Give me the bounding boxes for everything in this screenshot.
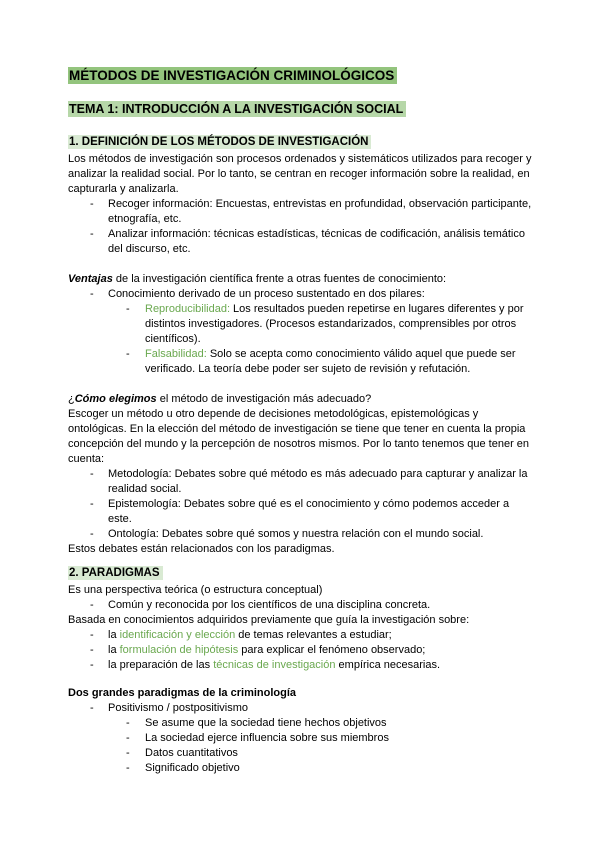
list-item [68,197,534,227]
list-item-text: Común y reconocida por los científicos de una disciplina concreta. [108,599,431,611]
blank-line [68,377,534,392]
list-item [68,731,534,746]
bullet-dash: - [90,644,94,656]
list-item-text: Conocimiento derivado de un proceso sustentado en dos pilares: [108,288,425,300]
section1-intro: Los métodos de investigación son procesos ordenados y sistemáticos utilizados para recoger y analizar la realidad social. Por lo tanto, se centran en recoger información sobre la realidad, en capturarla y analizarla. [68,153,532,195]
bullet-dash: - [126,762,130,774]
term-falsabilidad: Falsabilidad: [145,348,207,360]
bullet-dash: - [90,498,94,510]
tema-heading-line [68,100,534,119]
bullet-dash: - [126,303,130,315]
term-reproducibilidad: Reproducibilidad: [145,303,230,315]
list-item [68,716,534,731]
blank-line [68,673,534,686]
ventajas-lead-line [68,272,534,287]
list-item [68,302,534,347]
bullet-dash: - [126,348,130,360]
list-item-text [108,643,534,658]
section2-line1: Es una perspectiva teórica (o estructura conceptual) [68,584,323,596]
bullet-dash: - [90,702,94,714]
bullet-dash: - [90,288,94,300]
list-item [68,746,534,761]
list-item-text: Positivismo / postpositivismo [108,702,248,714]
list-item [68,347,534,377]
list-item [68,643,534,658]
list-item-text [108,628,534,643]
tema-heading: TEMA 1: INTRODUCCIÓN A LA INVESTIGACIÓN SOCIAL [68,101,406,117]
list-item-text: Epistemología: Debates sobre qué es el conocimiento y cómo podemos acceder a este. [108,498,510,525]
blank-line [68,557,534,565]
term-rest: Solo se acepta como conocimiento válido aquel que puede ser verificado. La teoría debe poder ser sujeto de revisión y refutación. [145,348,516,375]
list-item [68,628,534,643]
bullet-dash: - [90,198,94,210]
green-phrase: técnicas de investigación [213,659,336,671]
list-item-text [145,302,534,347]
list-item [68,227,534,257]
post-text: de temas relevantes a estudiar; [235,629,392,641]
list-item [68,701,534,716]
bullet-dash: - [90,228,94,240]
pre-text: la preparación de las [108,659,214,671]
list-item-text: Significado objetivo [145,762,240,774]
list-item [68,287,534,302]
green-phrase: identificación y elección [119,629,236,641]
list-item [68,497,534,527]
como-outro: Estos debates están relacionados con los paradigmas. [68,543,335,555]
paradigmas-heading: Dos grandes paradigmas de la criminología [68,687,297,699]
list-item-text: Se asume que la sociedad tiene hechos objetivos [145,717,387,729]
como-paragraph: Escoger un método u otro depende de decisiones metodológicas, epistemológicas y ontológicas. En la elección del método de investigación se tiene que tener en cuenta la propia concepción del mundo y la percepción de nosotros mismos. Por lo tanto tenemos que tener en cuenta: [68,408,530,465]
list-item [68,658,534,673]
document-title-line [68,66,534,87]
list-item [68,761,534,776]
question-bold: Cómo elegimos [74,393,157,405]
section2-heading: 2. PARADIGMAS [68,566,163,580]
post-text: empírica necesarias. [335,659,441,671]
question-rest: el método de investigación más adecuado? [156,393,372,405]
bullet-dash: - [90,629,94,641]
bullet-dash: - [90,528,94,540]
bullet-dash: - [126,717,130,729]
list-item-text: Metodología: Debates sobre qué método es más adecuado para capturar y analizar la realidad social. [108,468,528,495]
bullet-dash: - [90,599,94,611]
blank-line [68,257,534,272]
green-phrase: formulación de hipótesis [119,644,239,656]
pre-text: la [108,629,120,641]
ventajas-lead: Ventajas [68,273,113,285]
bullet-dash: - [126,732,130,744]
bullet-dash: - [126,747,130,759]
como-question-line [68,392,534,407]
section2-heading-line [68,565,534,581]
post-text: para explicar el fenómeno observado; [238,644,426,656]
document-title: MÉTODOS DE INVESTIGACIÓN CRIMINOLÓGICOS [68,67,397,84]
list-item [68,598,534,613]
ventajas-rest: de la investigación científica frente a otras fuentes de conocimiento: [112,273,447,285]
section1-heading: 1. DEFINICIÓN DE LOS MÉTODOS DE INVESTIGACIÓN [68,135,371,149]
question-prefix: ¿ [68,393,75,405]
pre-text: la [108,644,120,656]
list-item-text: Analizar información: técnicas estadísticas, técnicas de codificación, análisis temático del discurso, etc. [108,228,525,255]
list-item-text: La sociedad ejerce influencia sobre sus miembros [145,732,389,744]
list-item-text: Ontología: Debates sobre qué somos y nuestra relación con el mundo social. [108,528,484,540]
list-item [68,467,534,497]
section2-line2: Basada en conocimientos adquiridos previamente que guía la investigación sobre: [68,614,470,626]
bullet-dash: - [90,468,94,480]
list-item-text [145,347,534,377]
list-item-text [108,658,534,673]
list-item [68,527,534,542]
list-item-text: Recoger información: Encuestas, entrevistas en profundidad, observación participante, etnografía, etc. [108,198,532,225]
bullet-dash: - [90,659,94,671]
term-rest: Los resultados pueden repetirse en lugares diferentes y por distintos investigadores. (Procesos estandarizados, comprensibles por otros científicos). [145,303,524,345]
list-item-text: Datos cuantitativos [145,747,238,759]
section1-heading-line [68,134,534,150]
